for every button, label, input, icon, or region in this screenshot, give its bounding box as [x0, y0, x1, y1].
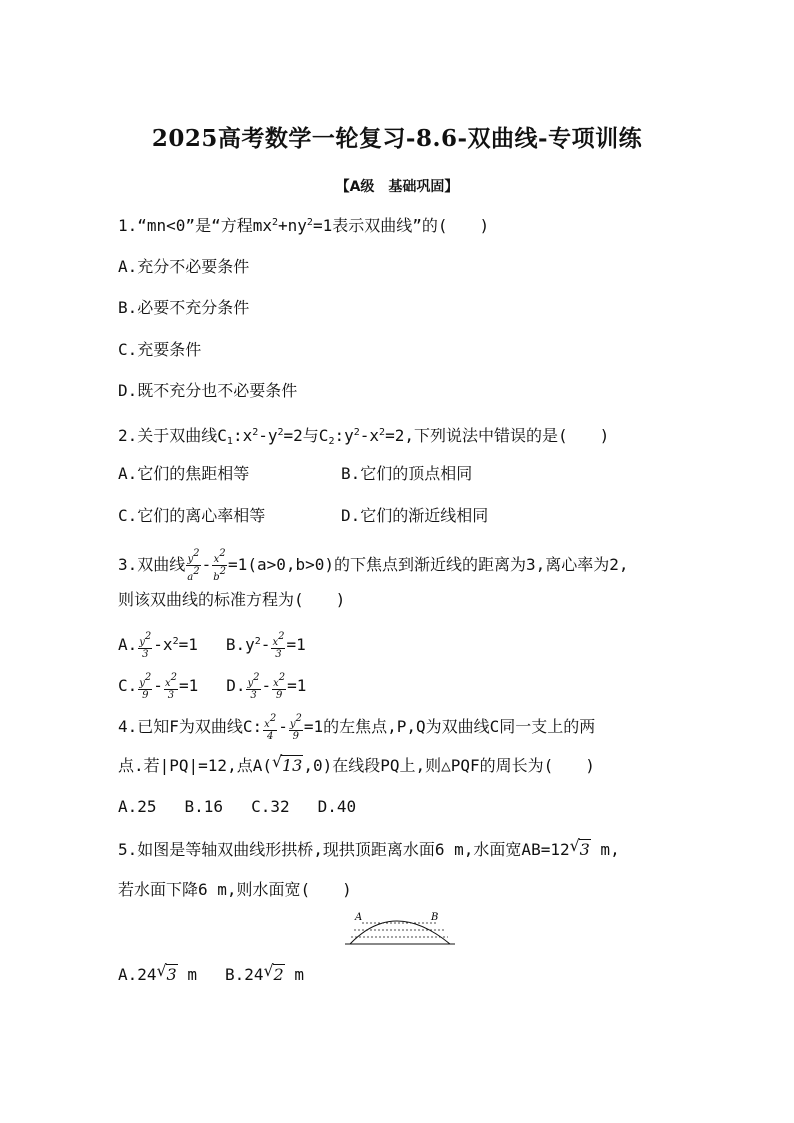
- q2-stem: 2.关于双曲线$C_1:x^2-y^2=2$与$C_2:y^2-x^2=2$,下列说法中错误的是( ): [118, 426, 610, 447]
- fraction-x2-b2: $\frac{x^2}{b^2}$: [213, 548, 227, 583]
- page-title: 2025高考数学一轮复习-8.6-双曲线-专项训练: [151, 125, 643, 152]
- q3-stem: 3.双曲线 $\frac{y^2}{a^2}$ - $\frac{x^2}{b^2}$ =1(a>0,b>0)的下焦点到渐近线的距离为3,离心率为2,: [118, 548, 629, 583]
- q4-option-a[interactable]: A.25: [118, 797, 157, 816]
- q2-option-c[interactable]: C.它们的离心率相等: [118, 506, 266, 525]
- q3-option-d[interactable]: D. $\frac{y^2}{3}$ - $\frac{x^2}{9}$ =1: [226, 672, 307, 701]
- q5-stem: 5.如图是等轴双曲线形拱桥,现拱顶距离水面6 m,水面宽AB=12 √ 3 m,: [118, 836, 620, 859]
- fraction-x2-4: $\frac{x^2}{4}$: [264, 713, 277, 742]
- q3-option-c[interactable]: C. $\frac{y^2}{9}$ - $\frac{x^2}{3}$ =1: [118, 672, 199, 701]
- q1-option-b[interactable]: B.必要不充分条件: [118, 298, 250, 317]
- fraction-y2-9: $\frac{y^2}{9}$: [289, 713, 302, 742]
- q1-option-a[interactable]: A.充分不必要条件: [118, 257, 250, 276]
- q2-option-b[interactable]: B.它们的顶点相同: [341, 464, 473, 483]
- q4-option-b[interactable]: B.16: [184, 797, 224, 816]
- point-b-label: B: [431, 912, 439, 923]
- q4-option-c[interactable]: C.32: [251, 797, 290, 816]
- q5-option-b[interactable]: B.24 √ 2 m: [224, 961, 304, 984]
- q1-option-d[interactable]: D.既不充分也不必要条件: [118, 381, 298, 400]
- q5-stem-line2: 若水面下降6 m,则水面宽( ): [118, 880, 352, 899]
- sqrt-3: √ 3: [569, 836, 590, 859]
- q3-option-a[interactable]: A. $\frac{y^2}{3}$ $-x^2=1$: [118, 631, 198, 660]
- q4-stem-line2: 点.若|PQ|=12,点A( √ 13,0)在线段PQ上,则△PQF的周长为( ): [118, 752, 595, 775]
- q4-stem: 4.已知F为双曲线C: $\frac{x^2}{4}$ - $\frac{y^2}{9}$ =1的左焦点,P,Q为双曲线C同一支上的两: [118, 713, 596, 742]
- q4-option-d[interactable]: D.40: [317, 797, 357, 816]
- arch-bridge-figure: [340, 906, 460, 954]
- fraction-y2-a2: $\frac{y^2}{a^2}$: [187, 548, 200, 583]
- q3-option-b[interactable]: $B.y^2-$ $\frac{x^2}{3}$ =1: [225, 631, 306, 660]
- q3-stem-line2: 则该双曲线的标准方程为( ): [118, 590, 346, 609]
- sqrt-13: √ 13: [271, 752, 303, 775]
- q1-stem: 1.“mn<0”是“方程$mx^2+ny^2=1$表示双曲线”的( ): [118, 216, 490, 235]
- section-heading: 【A级 基础巩固】: [335, 179, 459, 195]
- point-a-label: A: [355, 912, 363, 923]
- q4-options: [118, 797, 356, 817]
- q5-option-a[interactable]: A.24 √ 3 m: [118, 961, 197, 984]
- q3-options-row1: [118, 631, 306, 660]
- q3-options-row2: [118, 672, 306, 701]
- q5-options: [118, 961, 304, 985]
- q2-option-a[interactable]: A.它们的焦距相等: [118, 464, 250, 483]
- q1-option-c[interactable]: C.充要条件: [118, 340, 202, 359]
- q2-option-d[interactable]: D.它们的渐近线相同: [341, 506, 489, 525]
